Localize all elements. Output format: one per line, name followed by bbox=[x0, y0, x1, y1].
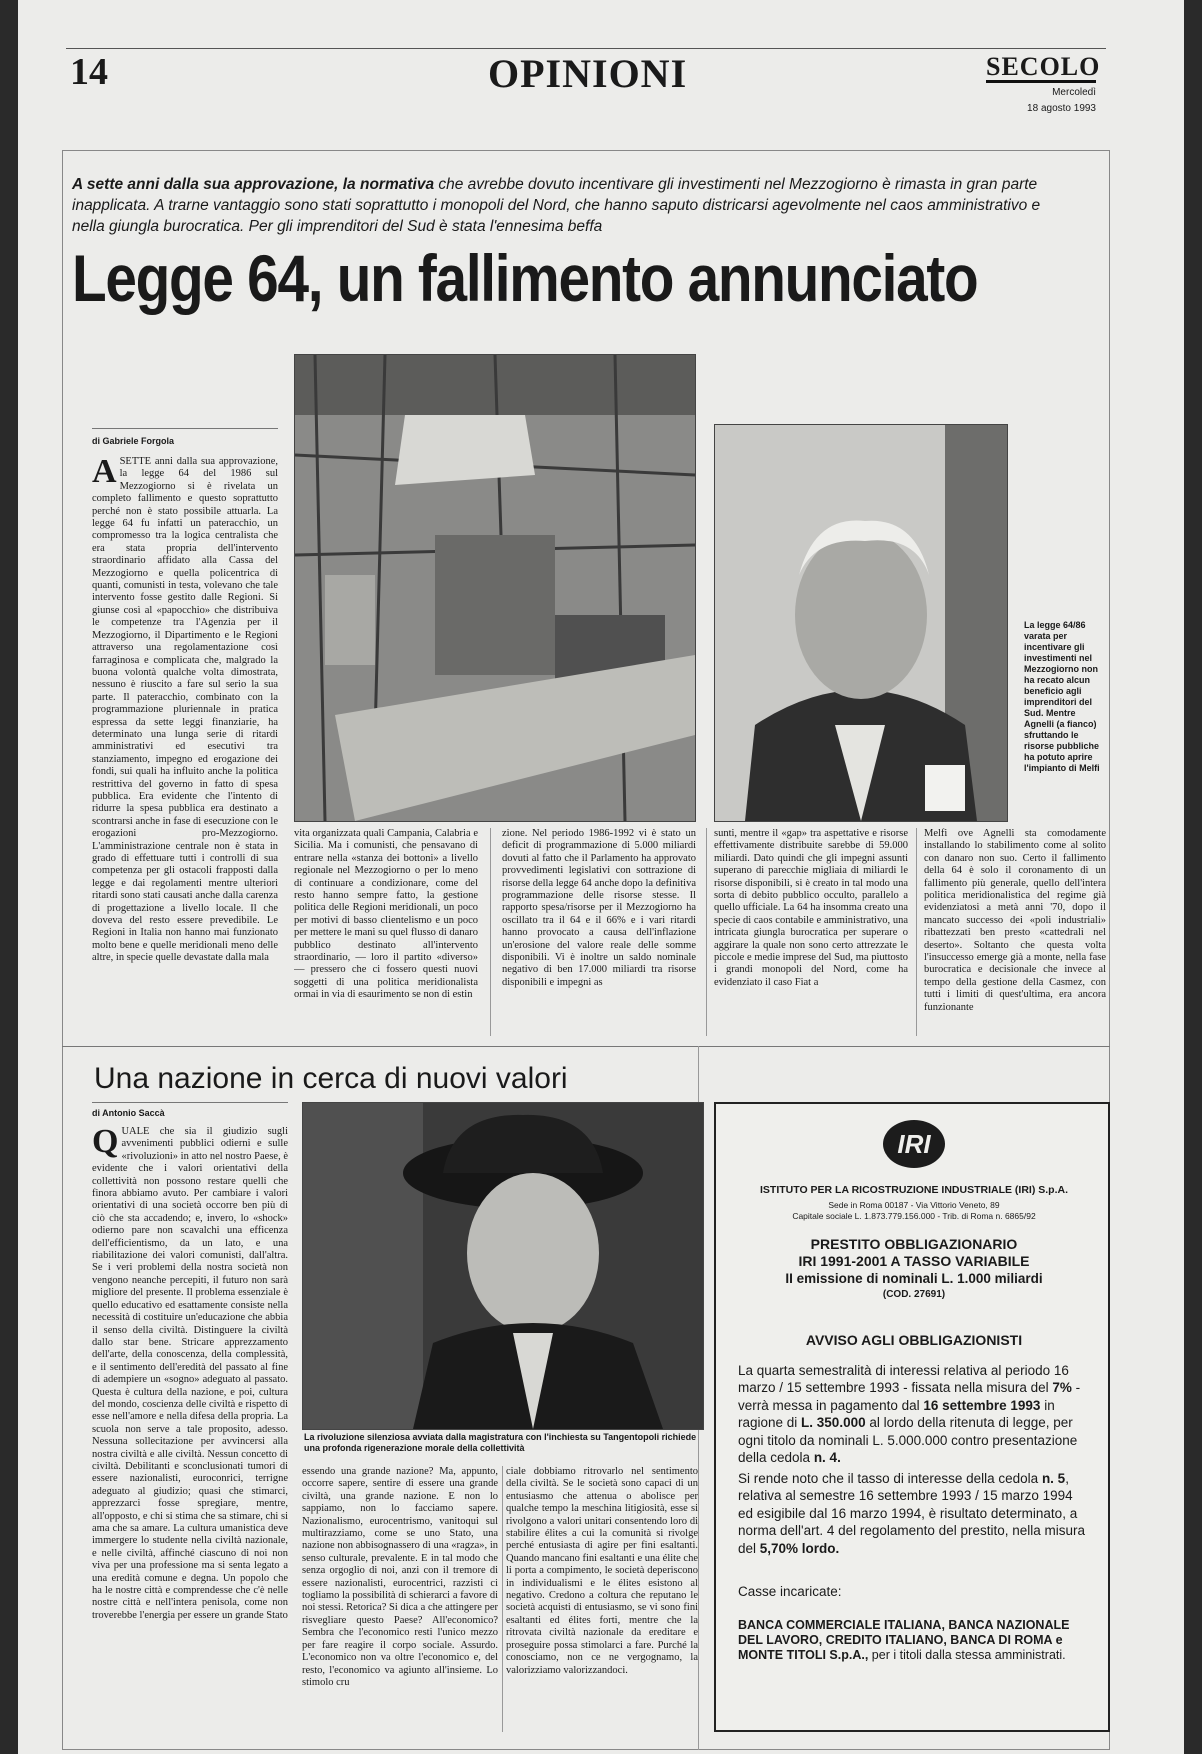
ad-text: - verrà messa in pagamento dal bbox=[738, 1380, 1081, 1413]
page-number: 14 bbox=[70, 51, 108, 93]
article2-headline: Una nazione in cerca di nuovi valori bbox=[94, 1062, 568, 1095]
ad-agents-title: Casse incaricate: bbox=[738, 1584, 842, 1599]
lead-text: che avrebbe dovuto incentivare gli investimenti nel Mezzogiorno è rimasta in gran parte inapplicata. A trarne vantaggio sono stati soprattutto i monopoli del Nord, che hanno saputo districarsi agevolmente nel caos amministrativo e nella giungla burocratica. Per gli imprenditori del Sud è stata l'ennesima beffa bbox=[72, 176, 1041, 235]
lead-bold: A sette anni dalla sua approvazione, la normativa bbox=[72, 176, 435, 193]
drop-cap: Q bbox=[92, 1126, 119, 1160]
ad-text-bold: 16 settembre 1993 bbox=[923, 1397, 1041, 1413]
masthead bbox=[986, 52, 1101, 115]
article2-byline: di Antonio Saccà bbox=[92, 1108, 165, 1118]
ad-text: La quarta semestralità di interessi relativa al periodo 16 marzo / 15 settembre 1993 - fissata nella misura del bbox=[738, 1363, 1069, 1396]
ad-agents-banks: BANCA COMMERCIALE ITALIANA, BANCA NAZIONALE DEL LAVORO, CREDITO ITALIANO, BANCA DI ROMA e MONTE TITOLI S.p.A., bbox=[738, 1618, 1070, 1662]
ad-text-bold: 5,70% lordo. bbox=[759, 1540, 840, 1556]
column-text: SETTE anni dalla sua approvazione, la legge 64 del 1986 sul Mezzogiorno si è rivelata un completo fallimento e questo soprattutto perché non è stato possibile attuarla. La legge 64 fu infatti un pateracchio, un compromesso tra la logica centralista che era stata propria dell'intervento straordinario affidato alla Cassa del Mezzogiorno e quella policentrica di quanti, comunisti in testa, volevano che tale intervento fosse gestito dalle Regioni. Si giunse così al «papocchio» che distribuiva le competenze tra l'Agenzia per il Mezzogiorno, il Dipartimento e le Regioni attraverso una regolamentazione così farraginosa e complicata che, malgrado la buona volontà qualche volta dimostrata, nessuno è riuscito a fare sul serio la sua parte. Il pateracchio, combinato con la programmazione pluriennale in pratica espressa da sette leggi finanziarie, ha determinato una lunga serie di ritardi amministrativi ed esecutivi tra stanziamento, impegno ed erogazione dei fondi, sui quali ha influito anche la politica restrittiva del governo in fatto di spesa pubblica. Era evidente che l'intento di ridurre la spesa pubblica era destinato a scontrarsi anche in fase di esecuzione con le erogazioni pro-Mezzogiorno. L'amministrazione centrale non è stata in grado di effettuare tutti i controlli di sua competenza per gli ostacoli frapposti dalla legge e dai regolamenti mentre ulteriori ritardi sono stati causati anche dalla carenza di progettazione a livello locale. Il che doveva del resto essere prevedibile. Le Regioni in Italia non hanno mai funzionato molto bene e quelle meridionali meno delle altre, in specie quelle devastate dalla mala bbox=[92, 456, 278, 964]
ad-text-bold: L. 350.000 bbox=[801, 1415, 866, 1431]
ad-paragraph-1 bbox=[738, 1362, 1090, 1466]
ad-text: al lordo della ritenuta di legge, per ogni titolo da nominali L. 5.000.000 contro presentazione della cedola bbox=[738, 1415, 1078, 1466]
article-lead bbox=[72, 174, 1072, 237]
ad-agents-tail: per i titoli dalla stessa amministrati. bbox=[868, 1648, 1066, 1662]
hat-man-photo-image bbox=[303, 1103, 703, 1429]
column-text: UALE che sia il giudizio sugli avvenimenti pubblici odierni e sulle «rivoluzioni» in atto nel nostro Paese, è evidente che i valori orientativi della collettività non possono restare quelli che finora abbiamo avuto. Per cambiare i valori orientativi di una società occorre ben più di ciò che sta accadendo; e, invero, lo «shock» odierno pare non scavalchi una efficenza dell'efficientismo, da un lato, e una riabilitazione dei valori comunisti, dall'altra. Se i veri problemi della nostra società non vengono neanche percepiti, il futuro non sarà migliore del presente. Il problema essenziale è quello educativo ed esattamente consiste nella necessità di costituire un'educazione che abbia il senso della civiltà. Distinguere la civiltà dallo star bene. Stricare apprezzamento dell'arte, della conoscenza, della complessità, e il sentimento dell'eredità del passato al fine di adempiere un «sogno» adeguato al passato. Questa è cultura della nazione, e poi, cultura del mondo, coscienza delle civiltà e rispetto di esse nell'amore e nella difesa della propria. La scuola non serve a tale proposito, adesso. Nessuna sollecitazione per avvincersi alla nostra civiltà e alle civiltà. Nessun concetto di civiltà. Debilitanti e sconclusionati tumori di essere nazionalisti, euroconrici, terrigne adeguato al giudizio; quasi che stimarci, apprezzarci fosse spregiare, mentre, all'opposto, e chi si stima che sa stimare, chi si ama che sa amare. La cultura umanistica deve immergere lo studente nella civiltà nazionale, e nelle civiltà, affinché ciascuno di noi non viva per una professione ma si senta legato a una eredità comune e degna. Un popolo che ha le nostre città e comprendesse che c'è nelle nostre città e nell'intera penisola, come non troverebbe l'energia per essere un grande Stato bbox=[92, 1126, 288, 1621]
masthead-logo: SECOLO bbox=[986, 52, 1101, 81]
loan-line-3: II emissione di nominali L. 1.000 miliardi bbox=[785, 1271, 1043, 1286]
section-divider bbox=[62, 1046, 1110, 1047]
ad-paragraph-2 bbox=[738, 1470, 1090, 1557]
article-column-2: vita organizzata quali Campania, Calabria e Sicilia. Ma i comunisti, che pensavano di entrare nella «stanza dei bottoni» a livello regionale nel Mezzogiorno o per lo meno di continuare a condizionare, come del resto hanno sempre fatto, la gestione politica delle Regioni meridionali, un poco per motivi di basso clientelismo e un poco per mettere le mani su quel flusso di danaro pubblico destinato all'intervento straordinario, — loro il partito «diverso» — pressero che ci fossero questi nuovi soggetti di una politica meridionalista ormai in via di esaurimento se non di estin bbox=[294, 828, 478, 1001]
column-rule bbox=[490, 828, 491, 1036]
portrait-photo-image bbox=[715, 425, 1007, 821]
factory-photo bbox=[294, 354, 696, 822]
column-rule bbox=[706, 828, 707, 1036]
svg-text:IRI: IRI bbox=[897, 1129, 931, 1159]
article2-column-2: essendo una grande nazione? Ma, appunto, occorre sapere, sentire di essere una grande civiltà, una grande nazione. E non lo sappiamo, non lo facciamo sapere. Nazionalismo, eurocentrismo, vanitoqui sul multirazziamo, come se uno Stato, una nazione non abbisognassero di una «ragza», in senso culturale, prevalente. E in tal modo che senza orgoglio di noi, anzi con il tremore di essere nazionalisti, eurocentrici, razzisti ci togliamo la possibilità di schierarci a favore di noi stessi. Retorica? Si dica a che attingere per risvegliare questo Paese? All'economico? Sembra che l'economico resti l'unico mezzo per fare reagire il corpo sociale. Assurdo. L'economico non va oltre l'economico e, del resto, l'economico va agiunto all'insieme. Lo stimolo cru bbox=[302, 1466, 498, 1688]
ad-text-bold: n. 5 bbox=[1041, 1471, 1066, 1486]
ad-text: in ragione di bbox=[738, 1397, 1055, 1431]
ad-text-bold: n. 4. bbox=[813, 1450, 841, 1466]
article-column-5: Melfi ove Agnelli sta comodamente installando lo stabilimento come al solito con danaro non suo. Certo il fallimento della 64 è solo il coronamento di un fallimento più generale, quello dell'intera politica meridionalistica del regime già evidenziatosi a metà anni '70, dopo il mancato successo dei «poli industriali» ribattezzati ben presto «cattedrali nel deserto». Soltanto che questa volta l'insuccesso emerge già a monte, nella fase burocratica e decisionale che invece al tempo della gestione della Casmez, con tutti i limiti di quest'ultima, era ancora funzionante bbox=[924, 828, 1106, 1013]
article2-column-3: ciale dobbiamo ritrovarlo nel sentimento della civiltà. Se le società sono capaci di un entusiasmo che attenua o abolisce per qualche tempo la meschina litigiosità, esse si rivolgono a valori unitari consentendo loro di stabilire élites a cui la comunità si rivolge perché entusiasta di agire per fini esaltanti. Quando mancano fini esaltanti e una élite che li porta a compimento, le società deperiscono in individualismi e le élites esistono al negativo. Credono a coltura che reputano le società acquisti di entusiasmo, se vi sono fini esaltanti ed élites forti, mentre che la ritrovata civiltà nazionale da ereditare e proseguire possa stimolarci a fare. Purché la conosciamo, non ce ne vergognamo, la valorizziamo valorizzandoci. bbox=[506, 1466, 698, 1676]
newspaper-page bbox=[18, 0, 1184, 1754]
byline-rule bbox=[92, 428, 278, 429]
byline-rule bbox=[92, 1102, 288, 1103]
ad-text: , relativa al semestre 16 settembre 1993 / 15 marzo 1994 ed esigibile dal 16 marzo 1994, è risultato determinato, a norma dell'art. 4 del regolamento del prestito, nella misura del bbox=[738, 1471, 1086, 1556]
loan-line-2: IRI 1991-2001 A TASSO VARIABILE bbox=[798, 1253, 1030, 1269]
column-rule bbox=[916, 828, 917, 1036]
issue-date: 18 agosto 1993 bbox=[1027, 103, 1096, 114]
issue-day: Mercoledì bbox=[1052, 87, 1096, 98]
ad-loan-title bbox=[726, 1236, 1102, 1303]
portrait-caption: La legge 64/86 varata per incentivare gli investimenti nel Mezzogiorno non ha recato alcun beneficio agli imprenditori del Sud. Mentre Agnelli (a fianco) sfruttando le risorse pubbliche ha potuto aprire l'impianto di Melfi bbox=[1024, 620, 1100, 773]
column-rule bbox=[502, 1466, 503, 1732]
portrait-photo bbox=[714, 424, 1008, 822]
iri-logo bbox=[882, 1118, 946, 1170]
ad-organization: ISTITUTO PER LA RICOSTRUZIONE INDUSTRIALE (IRI) S.p.A. bbox=[759, 1184, 1068, 1196]
article-column-1 bbox=[92, 456, 278, 1036]
ad-address-line: Sede in Roma 00187 - Via Vittorio Veneto, 89 bbox=[828, 1200, 1000, 1210]
loan-line-1: PRESTITO OBBLIGAZIONARIO bbox=[810, 1236, 1018, 1252]
factory-photo-image bbox=[295, 355, 695, 821]
hat-man-photo bbox=[302, 1102, 704, 1430]
iri-advertisement bbox=[714, 1102, 1110, 1732]
header-rule bbox=[66, 48, 1106, 49]
ad-agents bbox=[738, 1618, 1090, 1663]
article-column-4: sunti, mentre il «gap» tra aspettative e risorse effettivamente distribuite sarebbe di 59.000 miliardi. Dato quindi che gli impegni assunti superano di parecchie migliaia di miliardi le risorse disponibili, si è creato in tal modo una sorta di debito pubblico occulto, parallelo a quello ufficiale. La 64 ha insomma creato una specie di caos contabile e amministrativo, una intricata giungla burocratica per superare o aggirare la quale non sono certo attrezzate le piccole e medie imprese del Sud, ma piuttosto i grandi monopoli del Nord, come ha evidenziato il caso Fiat a bbox=[714, 828, 908, 988]
ad-text: Si rende noto che il tasso di interesse della cedola bbox=[738, 1471, 1042, 1486]
article-byline: di Gabriele Forgola bbox=[92, 436, 175, 446]
ad-text-bold: 7% bbox=[1052, 1380, 1072, 1396]
article-column-3: zione. Nel periodo 1986-1992 vi è stato un deficit di programmazione di 5.000 miliardi dovuti al fatto che il Parlamento ha approvato provvedimenti legislativi con sottrazione di risorse della legge 64 anche dopo la definitiva programmazione delle risorse stesse. Il rapporto spesa/risorse per il Mezzogiorno ha oscillato tra il 64 e il 66% e i vari ritardi hanno provocato a causa dell'inflazione un'erosione del valore reale delle somme disponibili. Vi è inoltre un saldo nominale negativo di ben 17.000 miliardi tra risorse disponibili e impegni as bbox=[502, 828, 696, 988]
ad-capital-line: Capitale sociale L. 1.873.779.156.000 - Trib. di Roma n. 6865/92 bbox=[792, 1211, 1036, 1221]
hat-man-caption: La rivoluzione silenziosa avviata dalla magistratura con l'inchiesta su Tangentopoli richiede una profonda rigenerazione morale della collettività bbox=[304, 1432, 697, 1453]
article-headline: Legge 64, un fallimento annunciato bbox=[72, 241, 978, 315]
ad-notice-title: AVVISO AGLI OBBLIGAZIONISTI bbox=[805, 1332, 1023, 1348]
drop-cap: A bbox=[92, 456, 117, 490]
ad-address bbox=[726, 1200, 1102, 1222]
article2-column-1 bbox=[92, 1126, 288, 1732]
section-title: OPINIONI bbox=[488, 51, 688, 96]
loan-code: (COD. 27691) bbox=[882, 1289, 946, 1300]
